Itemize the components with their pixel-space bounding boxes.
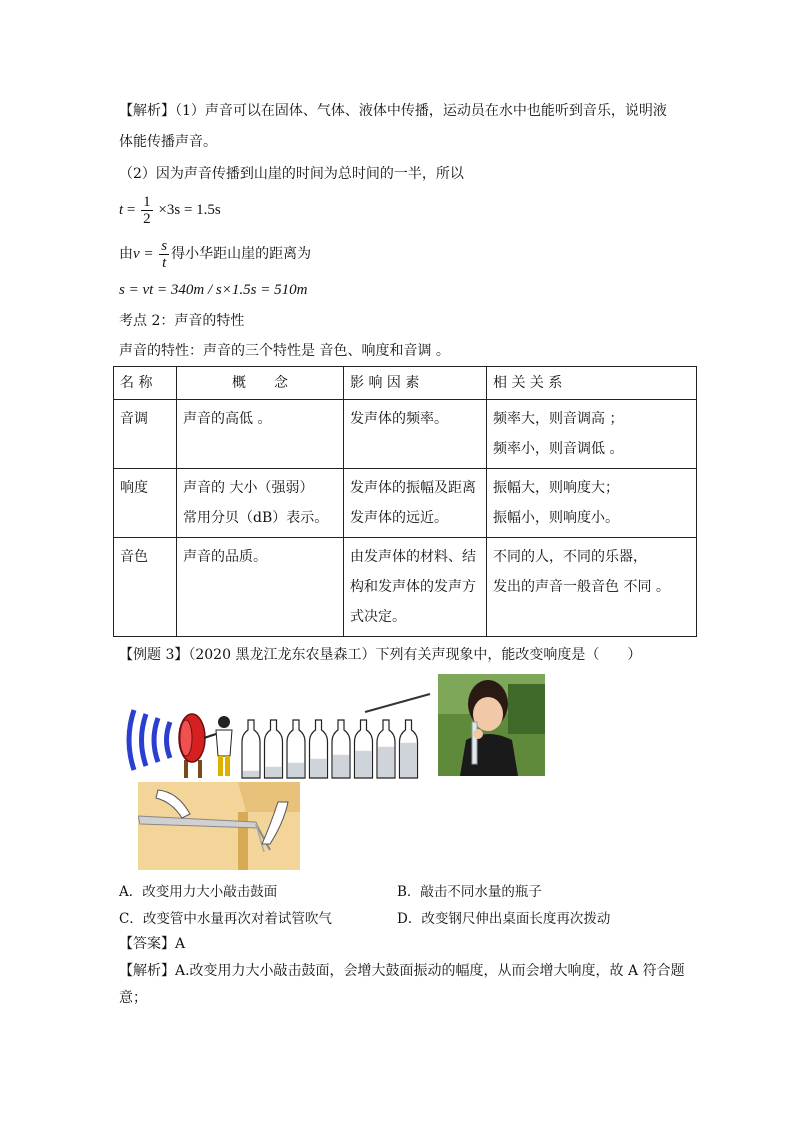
cell-line: 频率小，则音调低 。	[493, 441, 624, 457]
cell-line: 声音的品质。	[183, 549, 267, 565]
header-factor: 影 响 因 素	[344, 367, 487, 400]
cell-name: 音调	[114, 400, 177, 469]
option-b: B．敲击不同水量的瓶子	[397, 884, 542, 900]
cell-name: 音色	[114, 538, 177, 637]
point-2-intro: 声音的特性：声音的三个特性是 音色、响度和音调 。	[119, 343, 450, 359]
cell-relation	[487, 400, 697, 469]
cell-line: 由发声体的材料、结	[350, 549, 476, 565]
eq2-variable: v	[133, 246, 140, 262]
analysis-label: 【解析】	[119, 103, 175, 119]
table-row	[114, 469, 697, 538]
cell-line: 不同的人，不同的乐器，	[493, 549, 647, 565]
answer: 【答案】A	[119, 936, 186, 952]
cell-factor	[344, 469, 487, 538]
cell-line: 发声体的振幅及距离	[350, 480, 476, 496]
cell-line: 发声体的频率。	[350, 411, 448, 427]
cell-line: 式决定。	[350, 609, 406, 625]
header-relation: 相 关 关 系	[487, 367, 697, 400]
bottle-icon	[377, 720, 395, 778]
test-tube-icon	[472, 722, 477, 764]
bottle-icon	[265, 720, 283, 778]
bottle-icon	[287, 720, 305, 778]
example-3-text: （2020 黑龙江龙东农垦森工）下列有关声现象中，能改变响度是（ ）	[188, 647, 642, 663]
bottle-icon	[242, 720, 260, 778]
cell-line: 发声体的远近。	[350, 510, 448, 526]
bottle-icon	[400, 720, 418, 778]
eq2-prefix: 由	[119, 246, 133, 262]
ruler-figure	[138, 782, 300, 870]
eq2-fraction	[159, 238, 169, 271]
girl-blowing-photo	[438, 674, 545, 776]
bottles-figure	[240, 718, 422, 780]
drummer-icon	[218, 716, 230, 728]
analysis-1-text: （1）声音可以在固体、气体、液体中传播，运动员在水中也能听到音乐，说明液	[175, 103, 667, 119]
analysis-1-line-1	[119, 101, 667, 121]
cell-line: 声音的高低 。	[183, 411, 272, 427]
cell-line: 声音的 大小（强弱）	[183, 480, 314, 496]
option-d: D．改变钢尺伸出桌面长度再次拨动	[397, 911, 611, 927]
equation-speed: 由v = $\frac{s}{t}$ 得小华距山崖的距离为	[119, 237, 312, 271]
eq1-result: ×3s = 1.5s	[158, 202, 221, 218]
eq2-numerator: s	[161, 237, 168, 254]
cell-concept	[177, 469, 344, 538]
analysis-label: 【解析】	[119, 963, 175, 979]
cell-factor	[344, 538, 487, 637]
point-2-title: 考点 2：声音的特性	[119, 313, 245, 329]
cell-name: 响度	[114, 469, 177, 538]
cell-line: 振幅小，则响度小。	[493, 510, 619, 526]
drum-figure	[120, 700, 240, 780]
cell-line: 构和发声体的发声方	[350, 579, 476, 595]
eq2-denominator: t	[162, 254, 167, 271]
bottle-icon	[310, 720, 328, 778]
example-3-question	[119, 645, 641, 665]
eq1-denominator: 2	[143, 211, 151, 228]
stick-icon	[360, 690, 435, 716]
sound-wave-icon	[129, 710, 170, 770]
example-3-analysis-line-1	[119, 961, 685, 981]
cell-concept	[177, 538, 344, 637]
eq2-suffix: 得小华距山崖的距离为	[171, 246, 312, 262]
cell-line: 频率大，则音调高 ；	[493, 411, 624, 427]
table-row	[114, 538, 697, 637]
example-3-label: 【例题 3】	[119, 647, 189, 663]
header-concept: 概 念	[177, 367, 344, 400]
cell-relation	[487, 469, 697, 538]
cell-factor	[344, 400, 487, 469]
cell-relation	[487, 538, 697, 637]
header-name: 名 称	[114, 367, 177, 400]
table-row	[114, 400, 697, 469]
sound-properties-table	[113, 366, 697, 637]
analysis-text: A.改变用力大小敲击鼓面，会增大鼓面振动的幅度，从而会增大响度，故 A 符合题	[175, 963, 685, 979]
cell-line: 振幅大，则响度大；	[493, 480, 619, 496]
cell-concept	[177, 400, 344, 469]
bottle-icon	[355, 720, 373, 778]
example-3-analysis-line-2: 意；	[119, 990, 147, 1006]
eq1-fraction	[141, 194, 153, 227]
equation-time: t = $\frac{1}{2}$ ×3s = 1.5s	[119, 194, 221, 228]
eq1-variable: t	[119, 202, 124, 218]
cell-line: 常用分贝（dB）表示。	[183, 510, 329, 526]
cell-line: 发出的声音一般音色 不同 。	[493, 579, 670, 595]
equation-distance: s = vt = 340m / s×1.5s = 510m	[119, 282, 308, 298]
analysis-2-line-1: （2）因为声音传播到山崖的时间为总时间的一半，所以	[119, 166, 464, 182]
eq1-numerator: 1	[143, 194, 151, 211]
analysis-1-line-2: 体能传播声音。	[119, 134, 217, 150]
table-header-row	[114, 367, 697, 400]
option-c: C．改变管中水量再次对着试管吹气	[119, 911, 332, 927]
option-a: A．改变用力大小敲击鼓面	[119, 884, 278, 900]
bottle-icon	[332, 720, 350, 778]
